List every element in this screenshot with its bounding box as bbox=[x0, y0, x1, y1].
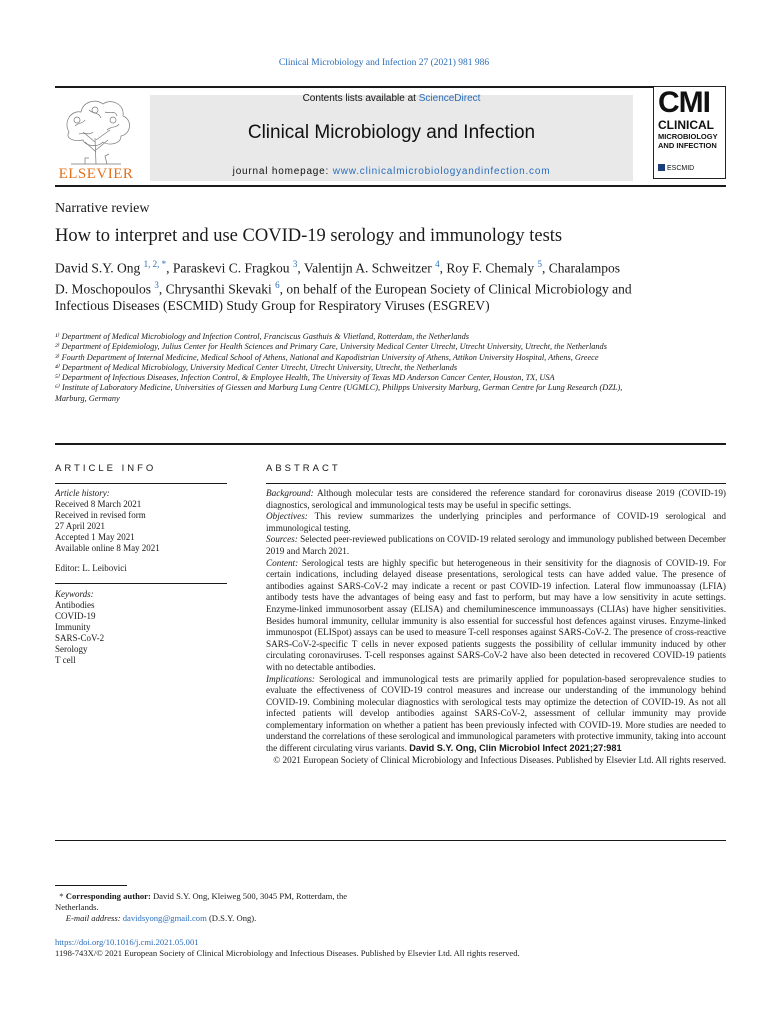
abstract-heading: ABSTRACT bbox=[266, 463, 341, 474]
abstract-section-text: Selected peer-reviewed publications on COVID-19 related serology and immunology published between December 2019 and March 2021. bbox=[266, 534, 726, 556]
email-suffix: (D.S.Y. Ong). bbox=[206, 913, 257, 923]
cmi-logo-text: CMI bbox=[658, 86, 710, 119]
keywords-label: Keywords: bbox=[55, 589, 94, 599]
abstract-section-text: This review summarizes the underlying principles and performance of COVID-19 serological and immunological testing. bbox=[266, 511, 726, 533]
author-name[interactable]: Paraskevi C. Fragkou bbox=[172, 260, 293, 276]
abstract-section-label: Objectives: bbox=[266, 511, 308, 522]
abstract-section-label: Sources: bbox=[266, 534, 298, 545]
journal-title: Clinical Microbiology and Infection bbox=[247, 122, 536, 143]
email-label: E-mail address: bbox=[65, 913, 121, 923]
escmid-badge bbox=[658, 164, 694, 172]
author-affil-ref[interactable]: 4 bbox=[435, 259, 440, 269]
history-item: Available online 8 May 2021 bbox=[55, 543, 160, 553]
elsevier-wordmark: ELSEVIER bbox=[58, 166, 134, 182]
affiliation-item: ²⁾ Department of Epidemiology, Julius Center for Health Sciences and Primary Care, University Medical Center Utrecht, Utrecht University, Utrecht, the Netherlands bbox=[55, 342, 607, 352]
history-item: 27 April 2021 bbox=[55, 521, 106, 531]
abstract-section-label: Background: bbox=[266, 488, 314, 498]
history-item: Accepted 1 May 2021 bbox=[55, 532, 135, 542]
abstract-citation: David S.Y. Ong, Clin Microbiol Infect 2021;27:981 bbox=[409, 743, 622, 754]
abstract-implications bbox=[266, 674, 726, 755]
author-affil-ref[interactable]: 6 bbox=[275, 279, 280, 290]
author-affil-ref[interactable]: 3 bbox=[292, 259, 298, 269]
cmi-journal-cover bbox=[653, 86, 726, 179]
footnote-star: * bbox=[59, 891, 64, 901]
abstract-content bbox=[266, 558, 726, 674]
author-sep: , bbox=[297, 260, 304, 276]
author-name[interactable]: Chrysanthi Skevaki bbox=[165, 281, 276, 296]
email-link[interactable]: davidsyong@gmail.com bbox=[122, 913, 207, 923]
affiliation-item: ⁶⁾ Institute of Laboratory Medicine, Universities of Giessen and Marburg Lung Centre (UGMLC), Philipps University Marburg, German Centre for Lung Research (DZL), Marburg, Germany bbox=[55, 383, 623, 403]
doi-link[interactable]: https://doi.org/10.1016/j.cmi.2021.05.001 bbox=[55, 937, 199, 947]
doi-block bbox=[55, 937, 520, 959]
keyword-item: SARS-CoV-2 bbox=[55, 633, 105, 643]
abstract-end-rule bbox=[55, 840, 726, 841]
keywords-rule bbox=[55, 583, 227, 584]
author-affil-ref[interactable]: 1, 2, * bbox=[143, 259, 167, 269]
journal-homepage-line bbox=[150, 166, 633, 177]
affiliation-item: ¹⁾ Department of Medical Microbiology and Infection Control, Franciscus Gasthuis & Vlietland, Rotterdam, the Netherlands bbox=[55, 332, 470, 341]
cmi-clinical-text: CLINICAL bbox=[658, 118, 714, 132]
abstract-copyright: © 2021 European Society of Clinical Microbiology and Infectious Diseases. Published by Elsevier Ltd. All rights reserved. bbox=[273, 754, 726, 765]
corresponding-author-label: Corresponding author: bbox=[65, 891, 151, 901]
journal-reference[interactable]: Clinical Microbiology and Infection 27 (2021) 981 986 bbox=[278, 58, 490, 68]
article-type: Narrative review bbox=[55, 201, 150, 216]
author-name[interactable]: Roy F. Chemaly bbox=[446, 260, 538, 276]
footnote-rule bbox=[55, 885, 127, 886]
contents-line bbox=[150, 93, 633, 104]
author-affil-ref[interactable]: 3 bbox=[154, 279, 159, 290]
abstract-section-label: Implications: bbox=[266, 673, 315, 684]
author-name[interactable]: Charalampos D. Moschopoulos bbox=[55, 260, 621, 296]
keyword-item: Immunity bbox=[55, 622, 91, 632]
author-sep: , bbox=[158, 281, 166, 296]
keyword-item: T cell bbox=[55, 655, 76, 665]
homepage-prefix: journal homepage: bbox=[232, 166, 333, 177]
abstract-rule bbox=[266, 483, 726, 484]
sciencedirect-link[interactable]: ScienceDirect bbox=[418, 93, 481, 104]
author-name[interactable]: David S.Y. Ong bbox=[55, 260, 144, 276]
article-history bbox=[55, 488, 227, 554]
abstract-section-label: Content: bbox=[266, 557, 299, 568]
keywords-list bbox=[55, 589, 227, 666]
author-sep: , bbox=[279, 281, 287, 296]
history-label: Article history: bbox=[55, 488, 110, 498]
cmi-subtitle-text: MICROBIOLOGY AND INFECTION bbox=[658, 132, 718, 150]
abstract-section-text: Serological tests are highly specific but heterogeneous in their sensitivity for the diagnosis of COVID-19. For certain indications, including delayed disease presentations, serological tests can have added value. The presence of antibodies against SARS-CoV-2 may indicate a recent or past COVID-19 infection. Lateral flow immunoassay (LFIA) antibody tests have the advantages of being easy and fast to perform, but may have a low sensitivity in acute settings. Enzyme-linked immunosorbent assay (ELISA) and chemiluminescence immunoassays (CLIAs) have higher sensitivities. Besides humoral immunity, cellular immunity is also essential for successful host defences against viruses. Enzyme-linked immunospot (ELISpot) assays can be used to measure T-cell responses against SARS-CoV-2. The presence of cross-reactive SARS-CoV-2-specific T cells in never exposed patients suggests the possibility of cellular immunity induced by other circulating coronaviruses. T-cell responses against SARS-CoV-2 have also been detected in recovered COVID-19 patients with no detectable antibodies. bbox=[266, 557, 726, 672]
corresponding-author-line bbox=[55, 891, 385, 913]
abstract-background bbox=[266, 488, 726, 511]
abstract-objectives bbox=[266, 511, 726, 534]
escmid-text: ESCMID bbox=[667, 165, 695, 172]
header-bottom-rule bbox=[55, 185, 726, 187]
history-item: Received in revised form bbox=[55, 510, 146, 520]
editor-line: Editor: L. Leibovici bbox=[55, 563, 127, 573]
issn-copyright: 1198-743X/© 2021 European Society of Clinical Microbiology and Infectious Diseases. Published by Elsevier Ltd. All rights reserved. bbox=[55, 948, 520, 958]
homepage-link[interactable]: www.clinicalmicrobiologyandinfection.com bbox=[332, 166, 551, 177]
article-info-rule bbox=[55, 483, 227, 484]
affiliation-item: ³⁾ Fourth Department of Internal Medicine, Medical School of Athens, National and Kapodistrian University of Athens, Attikon University Hospital, Athens, Greece bbox=[55, 352, 599, 362]
affiliation-item: ⁵⁾ Department of Infectious Diseases, Infection Control, & Employee Health, The University of Texas MD Anderson Cancer Center, Houston, TX, USA bbox=[55, 373, 555, 383]
keyword-item: Antibodies bbox=[55, 600, 95, 610]
author-sep: , bbox=[439, 260, 447, 276]
affiliation-list bbox=[55, 332, 640, 404]
escmid-icon bbox=[658, 164, 665, 171]
abstract-body bbox=[266, 488, 726, 766]
abstract-section-text: Serological and immunological tests are primarily applied for population-based seroprevalence studies to evaluate the effectiveness of COVID-19 control measures and increase our understanding of the immunology behind COVID-19. Combining molecular diagnostics with serological tests may optimize the detection of COVID-19. As not all infected patients will develop antibodies against SARS-CoV-2, assessment of cellular immunity may provide complementary information on whether a patient has been previously infected with COVID-19. More studies are needed to understand the correlations of these serological and immunological parameters with protective immunity, taking into account the different circulating virus variants. bbox=[266, 673, 726, 754]
history-item: Received 8 March 2021 bbox=[55, 499, 142, 509]
author-affil-ref[interactable]: 5 bbox=[537, 259, 543, 269]
affiliations-rule bbox=[55, 443, 726, 445]
email-line bbox=[55, 913, 385, 924]
author-sep: , bbox=[542, 260, 549, 276]
contents-prefix: Contents lists available at bbox=[302, 93, 419, 104]
abstract-sources bbox=[266, 534, 726, 557]
author-group: on behalf of the European Society of Clinical Microbiology and Infectious Diseases (ESCMID) Study Group for Respiratory Viruses (ESGREV) bbox=[55, 281, 632, 313]
abstract-section-text: Although molecular tests are considered the reference standard for coronavirus disease 2019 (COVID-19) diagnostics, serological and immunological tests may be useful in specific settings. bbox=[266, 488, 726, 510]
article-info-heading: ARTICLE INFO bbox=[55, 463, 157, 474]
author-list bbox=[55, 256, 635, 314]
corresponding-author-address: David S.Y. Ong, Kleiweg 500, 3045 PM, Rotterdam, the Netherlands. bbox=[55, 891, 348, 912]
header-top-rule bbox=[55, 86, 726, 88]
corresponding-author-footnote bbox=[55, 891, 385, 924]
affiliation-item: ⁴⁾ Department of Medical Microbiology, University Medical Center Utrecht, Utrecht University, Utrecht, the Netherlands bbox=[55, 362, 458, 372]
article-title: How to interpret and use COVID-19 serology and immunology tests bbox=[55, 226, 563, 246]
author-sep: , bbox=[166, 260, 173, 276]
author-name[interactable]: Valentijn A. Schweitzer bbox=[303, 260, 436, 276]
keyword-item: Serology bbox=[55, 644, 88, 654]
keyword-item: COVID-19 bbox=[55, 611, 96, 621]
